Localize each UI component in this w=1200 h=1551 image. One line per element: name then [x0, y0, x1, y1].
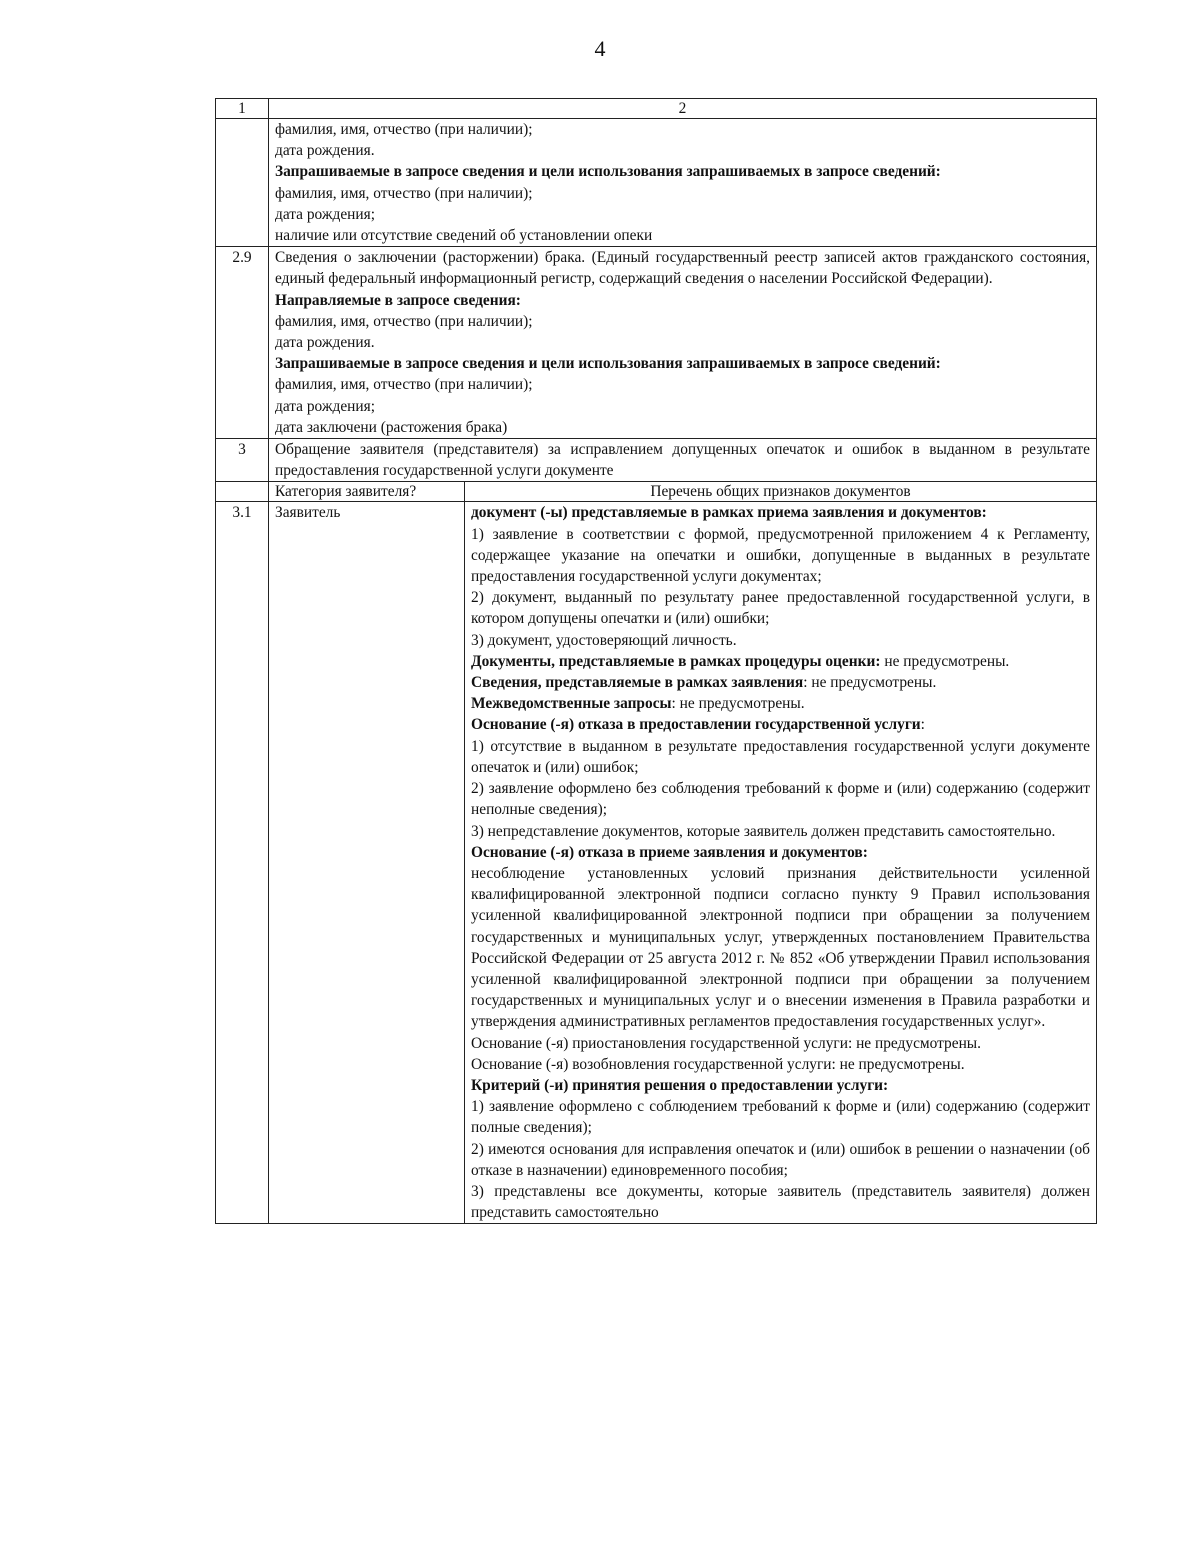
paragraph: 3) документ, удостоверяющий личность.: [471, 631, 737, 649]
header-col-2: 2: [269, 99, 1097, 119]
paragraph-heading: Сведения, представляемые в рамках заявления: [471, 674, 804, 692]
table-row-3: [216, 439, 1097, 482]
text-line: дата рождения.: [275, 334, 375, 352]
text-line: наличие или отсутствие сведений об установлении опеки: [275, 227, 653, 245]
paragraph-heading: Критерий (-и) принятия решения о предоставлении услуги:: [471, 1076, 889, 1094]
paragraph-text: : не предусмотрены.: [671, 695, 805, 713]
category-header: Категория заявителя?: [269, 482, 465, 502]
row-number: 3.1: [216, 502, 269, 1224]
text-line: фамилия, имя, отчество (при наличии);: [275, 376, 533, 394]
row-2-9-content: [269, 247, 1097, 439]
table-subheader-row: [216, 482, 1097, 502]
paragraph-text: :: [920, 716, 925, 734]
paragraph-text: : не предусмотрены.: [803, 674, 937, 692]
paragraph-heading: Межведомственные запросы: [471, 695, 672, 713]
text-line: Запрашиваемые в запросе сведения и цели использования запрашиваемых в запросе сведений:: [275, 163, 941, 181]
paragraph: [471, 714, 1090, 735]
paragraph: 3) непредставление документов, которые заявитель должен представить самостоятельно.: [471, 822, 1056, 840]
paragraph-heading: Основание (-я) отказа в приеме заявления и документов:: [471, 843, 868, 861]
text-line: дата рождения;: [275, 205, 375, 223]
paragraph: 2) документ, выданный по результату ранее предоставленной государственной услуги, в котором допущены опечатки и (или) ошибки;: [471, 589, 1090, 628]
paragraph: [471, 651, 1090, 672]
header-col-1: 1: [216, 99, 269, 119]
text-line: фамилия, имя, отчество (при наличии);: [275, 121, 533, 138]
features-header: Перечень общих признаков документов: [465, 482, 1097, 502]
page-number: 4: [594, 36, 606, 61]
row-3-text: Обращение заявителя (представителя) за исправлением допущенных опечаток и ошибок в выданном в результате предоставления государственной услуги документе: [269, 439, 1097, 482]
table-row-3-1: [216, 502, 1097, 1224]
paragraph: 2) заявление оформлено без соблюдения требований к форме и (или) содержанию (содержит неполные сведения);: [471, 780, 1090, 819]
paragraph-heading: Основание (-я) отказа в предоставлении государственной услуги: [471, 716, 921, 734]
paragraph: Основание (-я) приостановления государственной услуги: не предусмотрены.: [471, 1034, 981, 1052]
paragraph-text: не предусмотрены.: [880, 652, 1010, 670]
row-number-empty: [216, 482, 269, 502]
text-line: фамилия, имя, отчество (при наличии);: [275, 184, 533, 202]
applicant-category: Заявитель: [269, 502, 465, 1224]
row-number-empty: [216, 119, 269, 247]
paragraph: 1) заявление оформлено с соблюдением требований к форме и (или) содержанию (содержит полные сведения);: [471, 1098, 1090, 1137]
paragraph: [471, 693, 1090, 714]
paragraph: Основание (-я) возобновления государственной услуги: не предусмотрены.: [471, 1055, 965, 1073]
text-line: фамилия, имя, отчество (при наличии);: [275, 312, 533, 330]
text-line: Направляемые в запросе сведения:: [275, 291, 521, 309]
text-line: дата заключени (растожения брака): [275, 418, 508, 436]
paragraph: 2) имеются основания для исправления опечаток и (или) ошибок в решении о назначении (об отказе в назначении) единовременного пособия;: [471, 1140, 1090, 1179]
paragraph: [471, 1075, 1090, 1096]
paragraph-heading: Документы, представляемые в рамках процедуры оценки:: [471, 652, 881, 670]
text-line: Запрашиваемые в запросе сведения и цели использования запрашиваемых в запросе сведений:: [275, 355, 941, 373]
paragraph: 1) заявление в соответствии с формой, предусмотренной приложением 4 к Регламенту, содержащее указание на опечатки и ошибки, допущенные в выданных в результате предоставления государственной услуги документах;: [471, 525, 1090, 586]
continuation-text: [269, 119, 1097, 247]
paragraph: документ (-ы) представляемые в рамках приема заявления и документов:: [471, 504, 987, 522]
table-header-row: [216, 99, 1097, 119]
paragraph: 1) отсутствие в выданном в результате предоставления государственной услуги документе опечаток и (или) ошибок;: [471, 737, 1090, 776]
row-number: 3: [216, 439, 269, 482]
paragraph: [471, 842, 1090, 863]
text-line: дата рождения;: [275, 397, 375, 415]
document-table: [215, 98, 1097, 1224]
paragraph: несоблюдение установленных условий признания действительности усиленной квалифицированной электронной подписи согласно пункту 9 Правил использования усиленной квалифицированной электронной подписи при обращении за получением государственных и муниципальных услуг, утвержденных постановлением Правительства Российской Федерации от 25 августа 2012 г. № 852 «Об утверждении Правил использования усиленной квалифицированной электронной подписи при обращении за получением государственных и муниципальных услуг и о внесении изменения в Правила разработки и утверждения административных регламентов предоставления государственных услуг».: [471, 864, 1090, 1031]
row-2-9-intro: Сведения о заключении (расторжении) брака. (Единый государственный реестр записей актов гражданского состояния, единый федеральный информационный регистр, содержащий сведения о населении Российской Федерации).: [275, 249, 1090, 288]
features-list: [465, 502, 1097, 1224]
table-row-continuation: [216, 119, 1097, 247]
table-row-2-9: [216, 247, 1097, 439]
row-number: 2.9: [216, 247, 269, 439]
paragraph: 3) представлены все документы, которые заявитель (представитель заявителя) должен представить самостоятельно: [471, 1182, 1090, 1222]
text-line: дата рождения.: [275, 142, 375, 160]
paragraph: [471, 672, 1090, 693]
